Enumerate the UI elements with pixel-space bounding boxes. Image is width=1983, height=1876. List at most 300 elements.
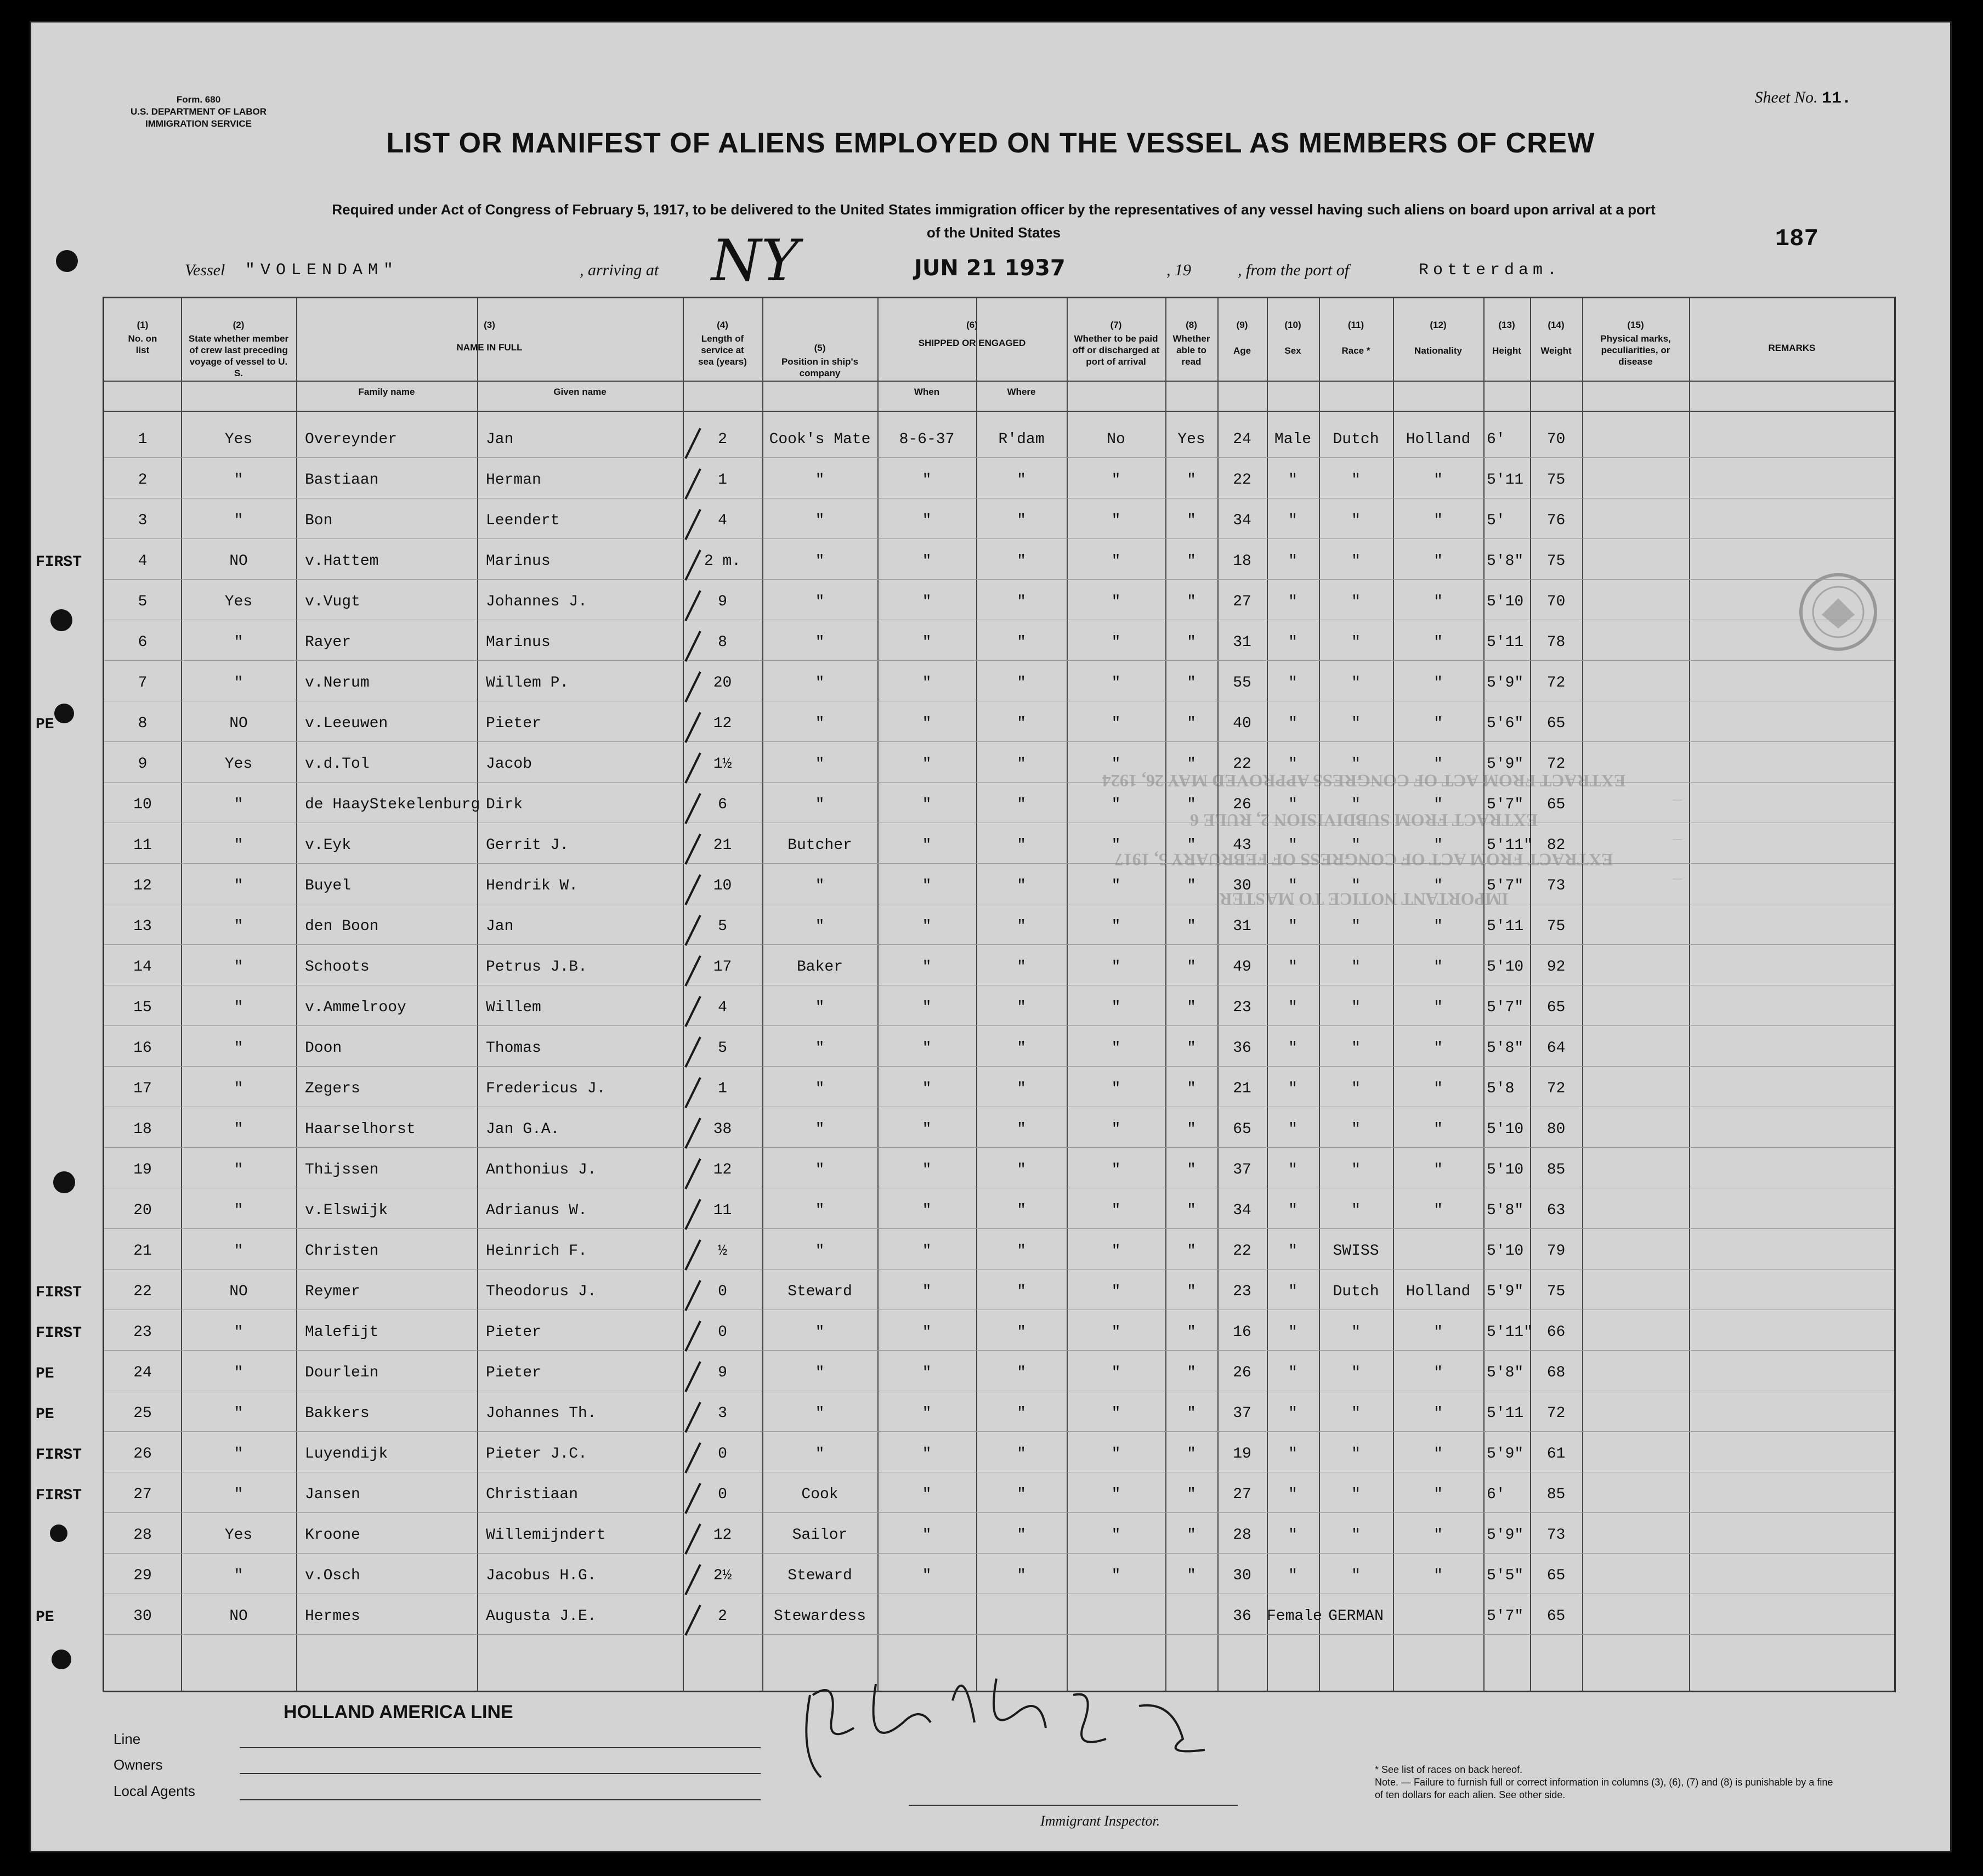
cell-given: Augusta J.E. — [486, 1608, 597, 1625]
cell-nat: " — [1434, 999, 1443, 1016]
cell-nat: " — [1434, 1202, 1443, 1219]
checkmark-icon — [685, 1362, 700, 1392]
cell-family: v.Vugt — [305, 593, 360, 610]
checkmark-icon — [685, 1321, 700, 1351]
cell-no: 15 — [133, 999, 152, 1016]
cell-no: 8 — [138, 715, 148, 732]
cell-race: " — [1351, 472, 1361, 489]
cell-weight: 75 — [1546, 553, 1566, 570]
checkmark-icon — [685, 1483, 700, 1514]
cell-no: 5 — [138, 593, 148, 610]
cell-nat: " — [1434, 837, 1443, 854]
cell-service: 1 — [718, 1080, 727, 1097]
checkmark-icon — [685, 996, 700, 1027]
cell-family: v.Hattem — [305, 553, 379, 570]
cell-service: ½ — [718, 1243, 727, 1260]
cell-age: 30 — [1233, 877, 1251, 894]
cell-family: Thijssen — [305, 1161, 379, 1178]
cell-paid: " — [1111, 959, 1121, 976]
company-name: HOLLAND AMERICA LINE — [284, 1702, 513, 1722]
checkmark-icon — [685, 1605, 700, 1635]
cell-age: 40 — [1233, 715, 1251, 732]
cell-sex: " — [1288, 1405, 1298, 1422]
cell-paid: " — [1111, 675, 1121, 692]
cell-service: 10 — [713, 877, 732, 894]
cell-no: 17 — [133, 1080, 152, 1097]
punch-hole-icon — [31, 22, 97, 1852]
cell-age: 28 — [1233, 1527, 1251, 1544]
col11-header: (11) Race * — [1341, 320, 1370, 356]
cell-no: 23 — [133, 1324, 152, 1341]
cell-weight: 61 — [1546, 1446, 1566, 1463]
cell-sex: " — [1288, 634, 1298, 651]
cell-service: 0 — [718, 1324, 727, 1341]
cell-nat: " — [1434, 1527, 1443, 1544]
cell-service: 12 — [713, 1527, 732, 1544]
cell-no: 30 — [133, 1608, 152, 1625]
cell-given: Jacob — [486, 756, 532, 773]
cell-read: " — [1187, 1202, 1196, 1219]
cell-read: " — [1187, 1324, 1196, 1341]
cell-when: " — [922, 1080, 932, 1097]
cell-paid: " — [1111, 512, 1121, 529]
cell-height: 5'10 — [1487, 1243, 1524, 1260]
cell-family: Malefijt — [305, 1324, 379, 1341]
cell-no: 26 — [133, 1446, 152, 1463]
row-annotation: FIRST — [36, 1284, 82, 1301]
col14-header: (14) Weight — [1540, 320, 1572, 356]
cell-weight: 75 — [1546, 918, 1566, 935]
cell-age: 36 — [1233, 1040, 1251, 1057]
cell-nat: " — [1434, 553, 1443, 570]
cell-age: 37 — [1233, 1161, 1251, 1178]
cell-position: " — [815, 1364, 825, 1381]
cell-position: " — [815, 1040, 825, 1057]
cell-position: " — [815, 1324, 825, 1341]
cell-weight: 65 — [1546, 1608, 1566, 1625]
cell-age: 30 — [1233, 1567, 1251, 1584]
cell-position: " — [815, 1080, 825, 1097]
cell-race: " — [1351, 1486, 1361, 1503]
cell-no: 21 — [133, 1243, 152, 1260]
cell-where: " — [1017, 1446, 1026, 1463]
checkmark-icon — [685, 712, 700, 743]
cell-no: 19 — [133, 1161, 152, 1178]
cell-race: " — [1351, 1364, 1361, 1381]
cell-race: " — [1351, 877, 1361, 894]
cell-given: Willem — [486, 999, 541, 1016]
cell-family: Reymer — [305, 1283, 360, 1300]
cell-paid: " — [1111, 1202, 1121, 1219]
cell-no: 25 — [133, 1405, 152, 1422]
cell-service: 20 — [713, 675, 732, 692]
footnote: * See list of races on back hereof. Note. — Failure to furnish full or correct information in columns (3), (6), (7) and (8) is punishable by a fine of ten dollars for each alien. See other side. — [1375, 1764, 1833, 1800]
cell-given: Heinrich F. — [486, 1243, 587, 1260]
form-label — [103, 94, 294, 130]
cell-prev: " — [234, 959, 243, 976]
sheet-number-value: 11. — [1821, 89, 1851, 108]
row-annotation: PE — [36, 1365, 54, 1382]
cell-weight: 78 — [1546, 634, 1566, 651]
cell-family: Overeynder — [305, 431, 398, 448]
cell-when: " — [922, 959, 932, 976]
cell-prev: " — [234, 999, 243, 1016]
cell-read: " — [1187, 796, 1196, 813]
cell-age: 26 — [1233, 1364, 1251, 1381]
checkmark-icon — [685, 428, 700, 458]
cell-paid: " — [1111, 472, 1121, 489]
cell-paid: " — [1111, 1364, 1121, 1381]
cell-nat: " — [1434, 959, 1443, 976]
cell-height: 5'7" — [1487, 877, 1524, 894]
cell-position: " — [815, 1161, 825, 1178]
cell-weight: 79 — [1546, 1243, 1566, 1260]
cell-age: 65 — [1233, 1121, 1251, 1138]
cell-given: Marinus — [486, 634, 551, 651]
line-label: Line — [114, 1731, 141, 1747]
cell-prev: " — [234, 1324, 243, 1341]
cell-family: v.d.Tol — [305, 756, 370, 773]
cell-paid: " — [1111, 634, 1121, 651]
cell-position: " — [815, 1243, 825, 1260]
cell-age: 16 — [1233, 1324, 1251, 1341]
cell-race: " — [1351, 959, 1361, 976]
cell-sex: " — [1288, 472, 1298, 489]
cell-read: " — [1187, 715, 1196, 732]
col5-header: (5) Position in ship's company — [781, 343, 859, 378]
cell-where: " — [1017, 877, 1026, 894]
cell-when: " — [922, 918, 932, 935]
cell-sex: " — [1288, 1324, 1298, 1341]
cell-race: " — [1351, 1121, 1361, 1138]
arriving-port-handwritten: NY — [711, 227, 799, 294]
cell-age: 22 — [1233, 756, 1251, 773]
cell-read: " — [1187, 1121, 1196, 1138]
checkmark-icon — [685, 834, 700, 864]
cell-paid: " — [1111, 1324, 1121, 1341]
cell-when: " — [922, 1202, 932, 1219]
cell-nat: Holland — [1406, 431, 1471, 448]
cell-sex: " — [1288, 1527, 1298, 1544]
cell-where: " — [1017, 999, 1026, 1016]
date-stamp: JUN 21 1937 — [914, 256, 1066, 281]
cell-given: Jan — [486, 918, 514, 935]
cell-where: " — [1017, 472, 1026, 489]
cell-service: 2 m. — [704, 553, 741, 570]
cell-nat: " — [1434, 918, 1443, 935]
cell-when: " — [922, 796, 932, 813]
cell-where: " — [1017, 675, 1026, 692]
cell-no: 7 — [138, 675, 148, 692]
cell-age: 19 — [1233, 1446, 1251, 1463]
cell-family: Jansen — [305, 1486, 360, 1503]
cell-height: 5'9" — [1487, 1446, 1524, 1463]
cell-paid: " — [1111, 715, 1121, 732]
cell-family: Hermes — [305, 1608, 360, 1625]
cell-read: " — [1187, 1161, 1196, 1178]
checkmark-icon — [685, 753, 700, 783]
cell-prev: " — [234, 1121, 243, 1138]
department-name: U.S. DEPARTMENT OF LABOR — [130, 106, 267, 117]
cell-family: Luyendijk — [305, 1446, 388, 1463]
cell-nat: " — [1434, 1405, 1443, 1422]
cell-position: " — [815, 1121, 825, 1138]
cell-prev: NO — [229, 715, 248, 732]
cell-no: 24 — [133, 1364, 152, 1381]
cell-height: 5'9" — [1487, 675, 1524, 692]
cell-position: Steward — [787, 1567, 852, 1584]
checkmark-icon — [685, 550, 700, 580]
cell-no: 13 — [133, 918, 152, 935]
cell-race: Dutch — [1333, 431, 1379, 448]
cell-read: " — [1187, 1080, 1196, 1097]
cell-family: v.Leeuwen — [305, 715, 388, 732]
cell-nat: " — [1434, 796, 1443, 813]
cell-when: " — [922, 999, 932, 1016]
checkmark-icon — [685, 1159, 700, 1189]
cell-position: " — [815, 715, 825, 732]
cell-nat: " — [1434, 472, 1443, 489]
cell-sex: " — [1288, 1567, 1298, 1584]
cell-age: 31 — [1233, 918, 1251, 935]
cell-sex: " — [1288, 918, 1298, 935]
cell-when: " — [922, 593, 932, 610]
cell-race: " — [1351, 1405, 1361, 1422]
cell-read: " — [1187, 1243, 1196, 1260]
cell-no: 2 — [138, 472, 148, 489]
cell-race: " — [1351, 999, 1361, 1016]
cell-height: 5'8" — [1487, 553, 1524, 570]
cell-service: 12 — [713, 715, 732, 732]
cell-height: 5'7" — [1487, 796, 1524, 813]
cell-where: " — [1017, 1121, 1026, 1138]
cell-read: " — [1187, 837, 1196, 854]
cell-where: " — [1017, 959, 1026, 976]
cell-prev: " — [234, 918, 243, 935]
cell-paid: " — [1111, 1161, 1121, 1178]
cell-read: " — [1187, 512, 1196, 529]
cell-sex: " — [1288, 1202, 1298, 1219]
cell-height: 5'8 — [1487, 1080, 1515, 1097]
cell-family: v.Eyk — [305, 837, 352, 854]
cell-position: Sailor — [792, 1527, 848, 1544]
cell-weight: 65 — [1546, 796, 1566, 813]
cell-given: Gerrit J. — [486, 837, 569, 854]
row-annotation: FIRST — [36, 1487, 82, 1504]
checkmark-icon — [685, 1078, 700, 1108]
cell-prev: " — [234, 1567, 243, 1584]
cell-family: de HaayStekelenburg — [305, 796, 480, 813]
cell-prev: NO — [229, 553, 248, 570]
cell-age: 36 — [1233, 1608, 1251, 1625]
cell-height: 5'7" — [1487, 1608, 1524, 1625]
cell-when: " — [922, 634, 932, 651]
cell-paid: " — [1111, 1567, 1121, 1584]
cell-weight: 64 — [1546, 1040, 1566, 1057]
cell-service: 2 — [718, 1608, 727, 1625]
cell-height: 5'11" — [1487, 1324, 1533, 1341]
cell-given: Johannes J. — [486, 593, 587, 610]
cell-given: Hendrik W. — [486, 877, 579, 894]
cell-when: " — [922, 1446, 932, 1463]
cell-race: " — [1351, 837, 1361, 854]
col7-header: (7) Whether to be paid off or discharged at port of arrival — [1072, 320, 1160, 367]
cell-where: " — [1017, 634, 1026, 651]
cell-position: Stewardess — [773, 1608, 866, 1625]
cell-height: 5'9" — [1487, 1283, 1524, 1300]
cell-position: " — [815, 472, 825, 489]
cell-when: " — [922, 675, 932, 692]
cell-where: " — [1017, 1364, 1026, 1381]
cell-position: " — [815, 512, 825, 529]
cell-no: 16 — [133, 1040, 152, 1057]
cell-no: 9 — [138, 756, 148, 773]
cell-nat: " — [1434, 593, 1443, 610]
cell-nat: " — [1434, 1567, 1443, 1584]
checkmark-icon — [685, 591, 700, 621]
cell-prev: NO — [229, 1283, 248, 1300]
cell-race: " — [1351, 634, 1361, 651]
cell-prev: " — [234, 1446, 243, 1463]
cell-sex: Male — [1274, 431, 1312, 448]
cell-read: " — [1187, 1567, 1196, 1584]
cell-weight: 72 — [1546, 756, 1566, 773]
cell-read: " — [1187, 1486, 1196, 1503]
cell-position: " — [815, 1202, 825, 1219]
cell-no: 1 — [138, 431, 148, 448]
cell-race: Dutch — [1333, 1283, 1379, 1300]
cell-when: " — [922, 1161, 932, 1178]
cell-when: " — [922, 877, 932, 894]
cell-weight: 66 — [1546, 1324, 1566, 1341]
cell-paid: " — [1111, 593, 1121, 610]
cell-no: 12 — [133, 877, 152, 894]
cell-height: 5'10 — [1487, 1161, 1524, 1178]
cell-read: " — [1187, 1040, 1196, 1057]
cell-sex: " — [1288, 1040, 1298, 1057]
cell-given: Willemijndert — [486, 1527, 606, 1544]
cell-sex: " — [1288, 1243, 1298, 1260]
cell-read: " — [1187, 999, 1196, 1016]
cell-no: 27 — [133, 1486, 152, 1503]
cell-height: 5'9" — [1487, 756, 1524, 773]
cell-family: den Boon — [305, 918, 379, 935]
cell-family: Buyel — [305, 877, 352, 894]
cell-service: 9 — [718, 1364, 727, 1381]
cell-age: 18 — [1233, 553, 1251, 570]
cell-position: Cook — [801, 1486, 838, 1503]
cell-nat: " — [1434, 1040, 1443, 1057]
cell-prev: " — [234, 634, 243, 651]
cell-given: Thomas — [486, 1040, 541, 1057]
cell-paid: " — [1111, 553, 1121, 570]
cell-when: 8-6-37 — [899, 431, 955, 448]
cell-weight: 72 — [1546, 1080, 1566, 1097]
cell-position: Butcher — [787, 837, 852, 854]
cell-weight: 80 — [1546, 1121, 1566, 1138]
cell-given: Pieter — [486, 1364, 541, 1381]
cell-given: Leendert — [486, 512, 560, 529]
cell-given: Pieter — [486, 1324, 541, 1341]
row-annotation: FIRST — [36, 1325, 82, 1342]
cell-race: " — [1351, 715, 1361, 732]
col8-header: (8) Whether able to read — [1172, 320, 1210, 367]
cell-where: " — [1017, 1040, 1026, 1057]
cell-given: Johannes Th. — [486, 1405, 597, 1422]
cell-service: 21 — [713, 837, 732, 854]
cell-height: 6' — [1487, 1486, 1505, 1503]
cell-sex: " — [1288, 1446, 1298, 1463]
cell-when: " — [922, 1364, 932, 1381]
cell-where: " — [1017, 593, 1026, 610]
cell-read: " — [1187, 756, 1196, 773]
cell-position: " — [815, 675, 825, 692]
cell-position: " — [815, 593, 825, 610]
cell-sex: " — [1288, 715, 1298, 732]
cell-service: 4 — [718, 512, 727, 529]
col1-header: (1) No. on list — [128, 320, 157, 355]
cell-sex: " — [1288, 1283, 1298, 1300]
cell-when: " — [922, 1121, 932, 1138]
cell-position: " — [815, 877, 825, 894]
cell-height: 5'9" — [1487, 1527, 1524, 1544]
sheet-number: Sheet No. 11. — [1754, 88, 1851, 108]
cell-where: " — [1017, 1405, 1026, 1422]
cell-family: Bakkers — [305, 1405, 370, 1422]
cell-height: 5'10 — [1487, 1121, 1524, 1138]
cell-nat: " — [1434, 512, 1443, 529]
cell-prev: Yes — [224, 431, 253, 448]
cell-when: " — [922, 1486, 932, 1503]
cell-nat: " — [1434, 1080, 1443, 1097]
cell-race: SWISS — [1333, 1243, 1379, 1260]
row-annotation: FIRST — [36, 554, 82, 571]
checkmark-icon — [685, 956, 700, 986]
cell-service: 11 — [713, 1202, 732, 1219]
cell-position: " — [815, 796, 825, 813]
cell-age: 23 — [1233, 1283, 1251, 1300]
cell-family: v.Ammelrooy — [305, 999, 406, 1016]
cell-prev: " — [234, 1202, 243, 1219]
cell-family: Rayer — [305, 634, 352, 651]
col9-header: (9) Age — [1233, 320, 1251, 356]
cell-weight: 63 — [1546, 1202, 1566, 1219]
cell-where: " — [1017, 1567, 1026, 1584]
cell-weight: 85 — [1546, 1161, 1566, 1178]
cell-race: " — [1351, 796, 1361, 813]
cell-nat: " — [1434, 1486, 1443, 1503]
cell-service: 2½ — [713, 1567, 732, 1584]
cell-service: 4 — [718, 999, 727, 1016]
cell-age: 22 — [1233, 1243, 1251, 1260]
cell-prev: " — [234, 1243, 243, 1260]
cell-prev: " — [234, 512, 243, 529]
cell-where: " — [1017, 1202, 1026, 1219]
cell-weight: 68 — [1546, 1364, 1566, 1381]
page-subtitle: Required under Act of Congress of February 5, 1917, to be delivered to the United States immigration officer by the representatives of any vessel having such aliens on board upon arrival at a port of the United States — [332, 201, 1656, 241]
cell-no: 29 — [133, 1567, 152, 1584]
cell-race: " — [1351, 1080, 1361, 1097]
cell-race: " — [1351, 1324, 1361, 1341]
cell-race: " — [1351, 553, 1361, 570]
cell-read: " — [1187, 553, 1196, 570]
cell-given: Jan G.A. — [486, 1121, 560, 1138]
col6-header: (6) SHIPPED OR ENGAGED — [918, 320, 1026, 348]
cell-nat: Holland — [1406, 1283, 1471, 1300]
cell-prev: " — [234, 472, 243, 489]
checkmark-icon — [685, 469, 700, 499]
cell-height: 5'11 — [1487, 918, 1524, 935]
